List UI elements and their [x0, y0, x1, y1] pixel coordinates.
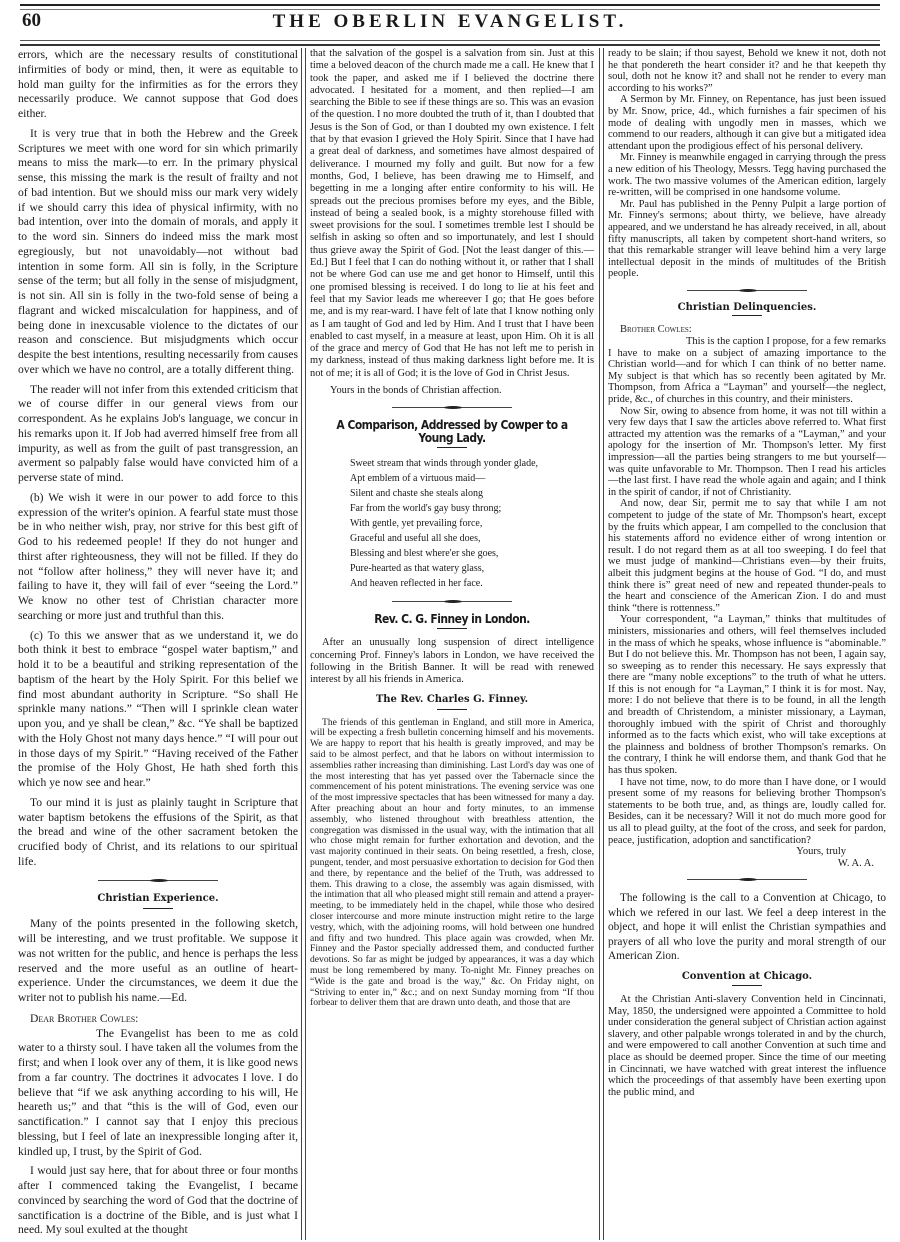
column-2	[310, 48, 594, 1238]
section-divider	[392, 407, 512, 409]
poem-line: Silent and chaste she steals along	[350, 487, 484, 499]
heading-rule	[143, 908, 173, 909]
article-heading: A Comparison, Addressed by Cowper to a Young Lady.	[336, 417, 568, 445]
paragraph: Your correspondent, “a Layman,” thinks that multitudes of ministers, missionaries and others, will feel themselves included in the mass of which he speaks, whose influence is “abominable.” But I do not believe this. Mr. Thompson has not been, I again say, so sweeping as to render this necessary. He says expressly that there are “many noble exceptions” to the truth of what he utters. If this is not enough for “a Layman,” I think it is for most. Nay, more: I do not believe that there is to be found, in all the length and breadth of Christendom, a minister missionary, a Layman, thoroughly imbued with the spirit of Christ and thoroughly informed as to the facts which exist, who will take exceptions at the plainness and boldness of brother Thompson's remarks. On the contrary, I think he will endorse them, and thank God that he has thus spoken.	[608, 614, 886, 777]
paragraph: At the Christian Anti-slavery Convention held in Cincinnati, May, 1850, the undersigned were appointed a Committee to hold under consideration the general subject of Christian action against slavery, and other palpable wrongs tolerated in and by the church, and were empowered to call another Convention at such time and place as should be deemed proper. Since the time of our meeting in Cincinnati, we have watched with great interest the influence which the proceedings of that assembly have been exerting upon the public mind, and	[608, 994, 886, 1098]
paragraph: To our mind it is just as plainly taught in Scripture that water baptism betokens the effusions of the Spirit, as that the bread and wine of the other sacrament betoken the crucified body of Christ, and its relations to our spiritual life.	[18, 795, 298, 868]
paragraph: Mr. Finney is meanwhile engaged in carrying through the press a new edition of his Theology, Messrs. Tegg having purchased the work. The two massive volumes of the American edition, largely re-written, will be comprised in one handsome volume.	[608, 152, 886, 199]
heading-rule	[732, 315, 762, 316]
signature-initials: W. A. A.	[837, 857, 874, 869]
paragraph: ready to be slain; if thou sayest, Behold we knew it not, doth not he that pondereth the heart consider it? and he that keepeth thy soul, doth not he know it? and shall not he render to every man according to his works?”	[608, 48, 886, 94]
paragraph: errors, which are the necessary results of constitutional infirmities of body or mind, then, it were as equitable to hold man guilty for the infirmities as for the errors they necessarily produce. We cannot suppose that God does either.	[18, 48, 298, 120]
paragraph: The reader will not infer from this extended criticism that we of course differ in our general views from our correspondent. As he explains Job's language, we concur in his remarks upon it. If Job had averred himself free from all impurity, as well as from the guilt of past transgression, an averment so palpably false would have convicted him of a perverse state of mind.	[18, 382, 298, 484]
poem-line: Apt emblem of a virtuous maid—	[350, 472, 486, 484]
paragraph: that the salvation of the gospel is a salvation from sin. Just at this time a beloved deacon of the church made me a call. He knew that I took the paper, and asked me if I believed the doctrine there advocated. I hesitated for a moment, and then replied—I am searching the Bible to see if these things are so. This was an evasion of the question. I no more doubted the truth of it, than I doubted that Jesus is the Son of God, or than I doubted my own existence. I felt that by that evasion I grieved the Holy Spirit. Since that I have had a great deal of darkness, and sometimes have almost despaired of deliverance. I mourned my folly and guilt. But now for a few months, God, I believe, has been drawing me to Himself, and begetting in me a longing after entire conformity to his will. He spreads out the precious promises before my eyes, and the Bible, instead of being a sealed book, is a mighty storehouse filled with sweet provisions for the soul. I sometimes tremble lest I should be selfish in asking so often and so importunately, and lest I should thus grieve away the Spirit of God. [Not the least danger of this.—Ed.] But I feel that I can do nothing without it, or rather that I shall not be where God can use me and get honor to Himself, until this one promised blessing is received. I do long to lie at his feet and feel that my Savior leads me whereever I go; that He goes before me, and is my rear-ward. I have felt of late that I know nothing only as I am taught of God and led by Him. And I trust that I have been enabled to cast myself, in a measure at least, upon Him. Oh it is all of the grace and mercy of God that He has not left me to perish in my darkness, instead of thus making darkness light before me. It is not of me; it is all of God; it is the love of God in Christ Jesus.	[310, 48, 594, 379]
paragraph: Mr. Paul has published in the Penny Pulpit a large portion of Mr. Finney's sermons; about thirty, we believe, have already appeared, and we understand he has already received, in all, about fifty manuscripts, all taken by competent short-hand writers, so that this remarkable stranger will leave behind him a very large intellectual deposit in the minds of multitudes of the British people.	[608, 198, 886, 280]
heading-rule	[732, 985, 762, 986]
paragraph: And now, dear Sir, permit me to say that while I am not competent to judge of the state of Mr. Thompson's heart, except by the fruits which appear, I am compelled to the conclusion that his statements afford no evidence either of wrong intention or result. I do not regard them as at all too sweeping. I do feel that we must judge of mankind—Christians even—by their fruits, albeit this judgment begins at the house of God. “I do, and must think there is” great need of new and repeated thunder-peals to the heart and conscience of the American Zion. I do and must think “there is rottenness.”	[608, 498, 886, 614]
poem-line: Pure-hearted as that watery glass,	[350, 562, 485, 574]
column-separator	[599, 48, 604, 1240]
article-heading: The Rev. Charles G. Finney.	[375, 694, 529, 706]
closing: Yours in the bonds of Christian affection.	[330, 385, 502, 397]
paragraph: (c) To this we answer that as we understand it, we do both think it best to embrace “gospel water baptism,” and hold it to be a beautiful and striking representation of the baptism of the heart by the Holy Spirit. For this belief we find most abundant authority in Scripture. “So shall He sprinkle many nations.” “Then will I sprinkle clean water upon you, and ye shall be clean,” &c. “Ye shall be baptized with the Holy Ghost not many days hence.” “I will pour out in those days of my Spirit.” “Having received of the Father the promise of the Holy Ghost, He hath shed forth this which ye now see and hear.”	[18, 628, 298, 789]
paragraph: The Evangelist has been to me as cold water to a thirsty soul. I have taken all the volumes from the first; and when I look over any of them, it is like good news from a far country. The doctrines it advocates I love. I do believe that “if we ask anything according to his will, He heareth us;” and that “this is the will of God, even our sanctification.” I cannot say that I enjoy this precious blessing, but I feel of late an inexpressible longing after it, kindled up, I trust, by the Spirit of God.	[18, 1026, 298, 1158]
paragraph: (b) We wish it were in our power to add force to this expression of the writer's opinion. A fearful state must those be in who neither wish, pray, nor strive for this best gift of God to his redeemed people! If they do not hunger and thirst after righteousness, they will not be filled. If they do not “follow after holiness,” they will never have it; and failing to have it, they will fail of ever “seeing the Lord.” We know no other test of Christian character more searching or more just and truthful than this.	[18, 490, 298, 622]
section-divider	[687, 879, 807, 881]
paragraph: After an unusually long suspension of direct intelligence concerning Prof. Finney's labors in London, we have received the following in the British Banner. It will be read with renewed interest by all his friends in America.	[310, 637, 594, 686]
header-rule	[20, 40, 880, 46]
top-rule	[20, 4, 880, 10]
paragraph: This is the caption I propose, for a few remarks I have to make on a subject of amazing importance to the Christian world—and for which I can think of no better name. My subject is that which has so recently been agitated by Mr. Thompson, from Africa a “Layman” and yourself—the neglect, pride, &c., of churches in this country, and their ministers.	[608, 336, 886, 406]
poem-line: Blessing and blest where'er she goes,	[350, 547, 499, 559]
paragraph: Now Sir, owing to absence from home, it was not till within a very few days that I saw the articles above referred to. What first attracted my attention was the remarks of a “Layman,” and your apology for the insertion of Mr. Thompson's letter. My first impression—all the parties being strangers to me but yourself—was quite unfavorable to Mr. Thompson. Then I read his articles—the last first. I have read the whole again and again; and I think in the spirit of candor, if not of Christianity.	[608, 405, 886, 498]
poem-line: And heaven reflected in her face.	[350, 577, 483, 589]
column-separator	[301, 48, 306, 1240]
poem-line: Far from the world's gay busy throng;	[350, 502, 502, 514]
paragraph: I have not time, now, to do more than I have done, or I would present some of my reasons for believing brother Thompson's statements to be both true, and, as things are, loudly called for. Besides, can it be necessary? Will it not do much more good for us all to plead guilty, at the foot of the cross, and seek for pardon, peace, justification, adoption and sanctification?	[608, 776, 886, 846]
paragraph: Many of the points presented in the following sketch, will be interesting, and we trust profitable. We suppose it was not written for the public, and hence is perhaps the less reserved and the more useful as an outline of heart-experience. Under the circumstances, we deem it due the writer not to publish his name.—Ed.	[18, 917, 298, 1004]
paragraph: I would just say here, that for about three or four months after I commenced taking the Evangelist, I became convinced by searching the word of God that the doctrine of sanctification is a doctrine of the Bible, and is just what I need. My soul exulted at the thought	[18, 1164, 298, 1237]
heading-rule	[437, 447, 467, 448]
article-heading: Rev. C. G. Finney in London.	[374, 610, 530, 626]
section-divider	[687, 290, 807, 292]
column-1	[18, 48, 298, 1238]
salutation: Brother Cowles:	[620, 324, 692, 336]
heading-rule	[437, 628, 467, 629]
masthead-title: THE OBERLIN EVANGELIST.	[272, 11, 628, 32]
column-3	[608, 48, 886, 1238]
page-number: 60	[22, 10, 41, 31]
section-divider	[392, 601, 512, 603]
section-divider	[98, 880, 218, 882]
poem-line: With gentle, yet prevailing force,	[350, 517, 483, 529]
signature-closing: Yours, truly	[796, 846, 846, 858]
poem-line: Graceful and useful all she does,	[350, 532, 481, 544]
heading-rule	[437, 709, 467, 710]
paragraph: The following is the call to a Convention at Chicago, to which we refered in our last. We feel a deep interest in the object, and hope it will enlist the Christian sympathies and prayers of all who love the purity and moral strength of our American Zion.	[608, 892, 886, 962]
article-heading: Christian Delinquencies.	[677, 301, 817, 313]
paragraph: It is very true that in both the Hebrew and the Greek Scriptures we meet with one word for sin which primarily means to miss the mark—to err. In the primary physical sense, this missing the mark is the result of frailty and not of bad intention. But we should miss our mark very widely if we should carry this idea of physical infirmity, with no bad intention, over into the domain of morals, and apply it to the word sin. Sinners do indeed miss the mark most egregiously, but not unavoidably—not without bad intention in some form. All sin is folly, in the Scripture sense of the term; but all folly in the sense of misjudgment, is not sin. All sin is folly in the two-fold sense of being a flagrant and wicked miscalculation for happiness, and of being done in inexcusable violence to the dictates of our reason and conscience. But misjudgments which occur despite the best intentions, resulting necessarily from causes over which we have no control, are a totally different thing.	[18, 126, 298, 376]
paragraph: The friends of this gentleman in England, and still more in America, will be expecting a fresh bulletin concerning himself and his movements. We are happy to report that his health is greatly improved, and may be said to be almost perfect, and that he labors on without intermission to assemblies rather increasing than diminishing. Last Lord's day was one of the most interesting that has yet passed over the Tabernacle since the commencement of his potent ministrations. The evening service was one of the most impressive spectacles that has been witnessed for many a day. After preaching about an hour and forty minutes, to an immense assembly, who listened throughout with breathless attention, the congregation was dismissed in the usual way, with the intimation that all who chose might remain for further exhortation and devotion, and the vast majority continued in their seats. On being resettled, a fresh, close, pungent, tender, and most persuasive exhortation to decision for God then and there, by repentance and the belief of the Truth, was addressed to them. This drawing to a close, the assembly was again dismissed, with the intimation that all who pleased might still remain and attend a prayer-meeting, to be immediately held in the chapel, while those who desired closer intercourse and more minute instruction might retire to the large vestry, which, with the adjoining rooms, will hold between one hundred and fifty and two hundred. This place again was crowded, when Mr. Finney and the Pastor specially addressed them, and conducted further devotions. So far as might be judged by appearances, it was a day which must be long remembered by many. To-night Mr. Finney preaches on “Wide is the gate and broad is the way,” &c. On Friday night, on “Striving to enter in,” &c.; and on next Sunday morning from “If thou forbear to deliver them that are drawn unto death, and those that are	[310, 716, 594, 1009]
poem-line: Sweet stream that winds through yonder glade,	[350, 457, 539, 469]
paragraph: A Sermon by Mr. Finney, on Repentance, has just been issued by Mr. Snow, price, 4d., which furnishes a fair specimen of his mode of dealing with ungodly men in masses, which we commend to our readers, although it can give but a mitigated idea attendant upon the prodigious effect of his personal delivery.	[608, 94, 886, 152]
poem	[350, 456, 594, 591]
salutation: Dear Brother Cowles:	[30, 1011, 139, 1025]
article-heading: Christian Experience.	[97, 892, 219, 904]
article-heading: Convention at Chicago.	[681, 971, 813, 983]
